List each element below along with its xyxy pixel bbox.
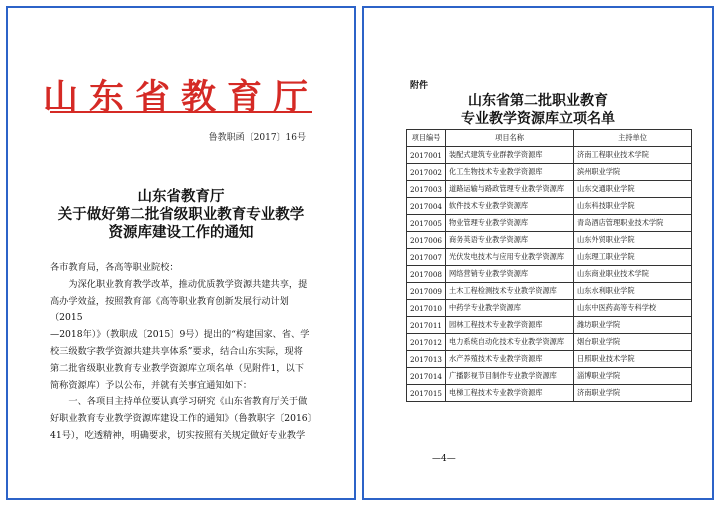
table-row xyxy=(407,368,692,385)
notice-body xyxy=(50,260,318,445)
project-id-cell: 2017012 xyxy=(407,334,446,351)
salutation: 各市教育局，各高等职业院校： xyxy=(50,262,179,273)
host-unit-cell: 淄博职业学院 xyxy=(574,368,692,385)
table-body xyxy=(407,147,692,402)
table-row xyxy=(407,232,692,249)
project-id-cell: 2017004 xyxy=(407,198,446,215)
host-unit-cell: 山东外贸职业学院 xyxy=(574,232,692,249)
project-id-cell: 2017009 xyxy=(407,283,446,300)
attachment-label: 附件 xyxy=(410,81,429,91)
document-number: 鲁教职函〔2017〕16号 xyxy=(208,133,306,143)
body-line: 为深化职业教育教学改革，推动优质教学资源共建共享，提 xyxy=(68,278,308,290)
table-row xyxy=(407,385,692,402)
project-name-cell: 物业管理专业教学资源库 xyxy=(446,215,574,232)
project-id-cell: 2017008 xyxy=(407,266,446,283)
header-project-name: 项目名称 xyxy=(446,130,574,147)
project-id-cell: 2017007 xyxy=(407,249,446,266)
project-id-cell: 2017006 xyxy=(407,232,446,249)
project-id-cell: 2017005 xyxy=(407,215,446,232)
project-name-cell: 网络营销专业教学资源库 xyxy=(446,266,574,283)
host-unit-cell: 烟台职业学院 xyxy=(574,334,692,351)
project-name-cell: 道路运输与路政管理专业教学资源库 xyxy=(446,181,574,198)
project-name-cell: 中药学专业教学资源库 xyxy=(446,300,574,317)
header-project-id: 项目编号 xyxy=(407,130,446,147)
table-row xyxy=(407,147,692,164)
notice-title xyxy=(8,188,354,242)
body-line: 好职业教育专业教学资源库建设工作的通知》（鲁教职字〔2016〕 xyxy=(50,413,317,425)
project-name-cell: 商务英语专业教学资源库 xyxy=(446,232,574,249)
list-title xyxy=(364,92,712,128)
host-unit-cell: 山东交通职业学院 xyxy=(574,181,692,198)
project-name-cell: 水产养殖技术专业教学资源库 xyxy=(446,351,574,368)
list-title-line: 山东省第二批职业教育 xyxy=(468,93,608,109)
project-name-cell: 土木工程检测技术专业教学资源库 xyxy=(446,283,574,300)
host-unit-cell: 山东理工职业学院 xyxy=(574,249,692,266)
list-title-line: 专业教学资源库立项名单 xyxy=(461,111,615,127)
project-id-cell: 2017013 xyxy=(407,351,446,368)
header-host-unit: 主持单位 xyxy=(574,130,692,147)
table-row xyxy=(407,215,692,232)
host-unit-cell: 山东水利职业学院 xyxy=(574,283,692,300)
project-id-cell: 2017011 xyxy=(407,317,446,334)
right-document-page xyxy=(362,6,714,500)
body-line: 一、各项目主持单位要认真学习研究《山东省教育厅关于做 xyxy=(68,396,308,408)
host-unit-cell: 济南职业学院 xyxy=(574,385,692,402)
host-unit-cell: 青岛酒店管理职业技术学院 xyxy=(574,215,692,232)
table-row xyxy=(407,164,692,181)
notice-title-line: 资源库建设工作的通知 xyxy=(108,224,254,241)
page-number: —4— xyxy=(432,454,456,464)
body-line: 简称资源库）予以公布，并就有关事宜通知如下： xyxy=(50,379,253,391)
left-document-page xyxy=(6,6,356,500)
notice-title-line: 关于做好第二批省级职业教育专业教学 xyxy=(57,206,305,223)
table-row xyxy=(407,334,692,351)
body-line: —2018年）》（教职成〔2015〕9号）提出的“构建国家、省、学 xyxy=(50,329,310,341)
table-row xyxy=(407,351,692,368)
project-name-cell: 广播影视节目制作专业教学资源库 xyxy=(446,368,574,385)
project-name-cell: 园林工程技术专业教学资源库 xyxy=(446,317,574,334)
project-name-cell: 装配式建筑专业群教学资源库 xyxy=(446,147,574,164)
project-name-cell: 电梯工程技术专业教学资源库 xyxy=(446,385,574,402)
table-row xyxy=(407,198,692,215)
project-id-cell: 2017015 xyxy=(407,385,446,402)
table-row xyxy=(407,283,692,300)
body-line: 校三级数字教学资源共建共享体系”要求，结合山东实际，现将 xyxy=(50,345,303,357)
table-header-row xyxy=(407,130,692,147)
body-line: 41号），吃透精神，明确要求，切实按照有关规定做好专业教学 xyxy=(50,429,306,441)
project-id-cell: 2017010 xyxy=(407,300,446,317)
project-id-cell: 2017014 xyxy=(407,368,446,385)
table-row xyxy=(407,181,692,198)
table-row xyxy=(407,266,692,283)
host-unit-cell: 日照职业技术学院 xyxy=(574,351,692,368)
host-unit-cell: 济南工程职业技术学院 xyxy=(574,147,692,164)
notice-title-line: 山东省教育厅 xyxy=(137,188,225,205)
host-unit-cell: 山东科技职业学院 xyxy=(574,198,692,215)
project-name-cell: 化工生物技术专业教学资源库 xyxy=(446,164,574,181)
project-id-cell: 2017002 xyxy=(407,164,446,181)
host-unit-cell: 山东中医药高等专科学校 xyxy=(574,300,692,317)
project-list-table xyxy=(406,129,692,402)
table-row xyxy=(407,249,692,266)
body-line: 高办学效益，按照教育部《高等职业教育创新发展行动计划（2015 xyxy=(50,295,289,324)
table-row xyxy=(407,317,692,334)
host-unit-cell: 潍坊职业学院 xyxy=(574,317,692,334)
host-unit-cell: 滨州职业学院 xyxy=(574,164,692,181)
table-row xyxy=(407,300,692,317)
letterhead-red-rule xyxy=(50,111,312,113)
project-name-cell: 软件技术专业教学资源库 xyxy=(446,198,574,215)
host-unit-cell: 山东商业职业技术学院 xyxy=(574,266,692,283)
project-id-cell: 2017001 xyxy=(407,147,446,164)
project-name-cell: 电力系统自动化技术专业教学资源库 xyxy=(446,334,574,351)
project-id-cell: 2017003 xyxy=(407,181,446,198)
letterhead-title: 山东省教育厅 xyxy=(42,77,319,118)
project-name-cell: 光伏发电技术与应用专业教学资源库 xyxy=(446,249,574,266)
body-line: 第二批省级职业教育专业教学资源库立项名单（见附件1，以下 xyxy=(50,362,304,374)
